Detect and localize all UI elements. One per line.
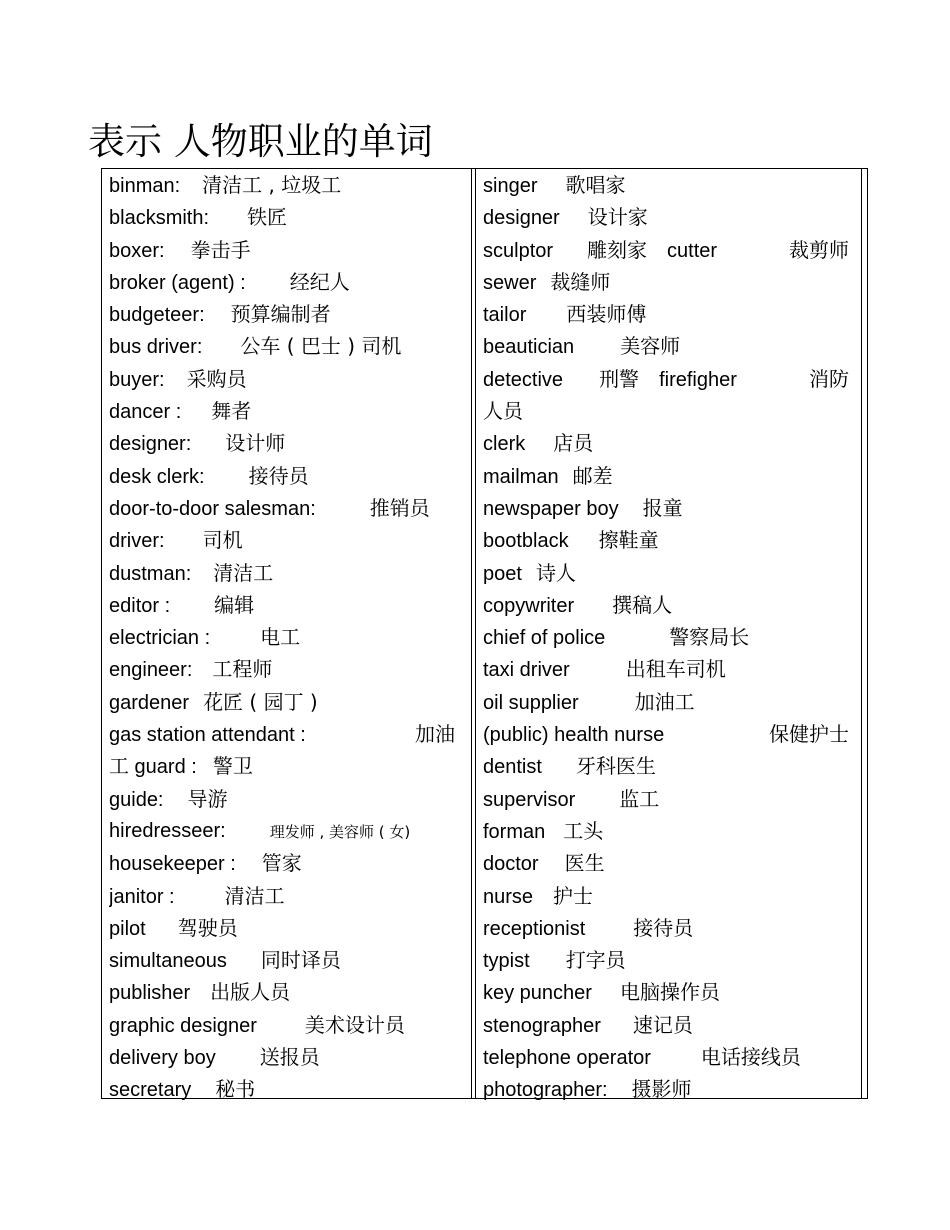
word-term: firefigher <box>659 368 737 391</box>
word-meaning: 秘书 <box>215 1077 256 1102</box>
word-meaning: 护士 <box>553 883 594 908</box>
word-meaning: 接待员 <box>633 915 694 940</box>
word-term: desk clerk: <box>109 465 205 488</box>
word-term: oil supplier <box>483 691 579 714</box>
word-meaning: 加油 <box>415 722 455 747</box>
word-meaning: 铁匠 <box>247 205 288 230</box>
word-entry <box>483 783 849 815</box>
word-entry <box>109 750 455 782</box>
word-meaning: 清洁工 , 垃圾工 <box>202 173 342 197</box>
word-entry <box>483 1009 849 1041</box>
word-term: tailor <box>483 304 527 327</box>
word-entry <box>483 169 849 201</box>
word-term: typist <box>483 950 530 973</box>
word-meaning: 美容师 <box>620 334 681 359</box>
word-entry <box>109 976 455 1008</box>
word-term: 工 guard : <box>109 756 197 779</box>
word-meaning: 拳击手 <box>190 237 251 262</box>
word-term: newspaper boy <box>483 497 619 520</box>
word-meaning: 店员 <box>553 431 594 456</box>
word-meaning: 驾驶员 <box>177 915 238 940</box>
word-entry <box>109 880 455 912</box>
word-entry <box>109 266 455 298</box>
word-meaning: 清洁工 <box>213 560 274 585</box>
word-entry <box>109 847 455 879</box>
column-divider <box>475 169 476 1098</box>
word-term: sewer <box>483 271 537 294</box>
word-term: detective <box>483 368 564 391</box>
word-entry <box>483 653 849 685</box>
word-meaning: 同时译员 <box>260 948 341 973</box>
word-term: sculptor <box>483 239 554 262</box>
word-entry <box>483 492 849 524</box>
word-entry <box>483 201 849 233</box>
word-meaning: 美术设计员 <box>304 1012 405 1037</box>
word-entry <box>109 427 455 459</box>
word-term: dustman: <box>109 562 192 585</box>
word-entry <box>483 330 849 362</box>
word-entry <box>483 234 849 266</box>
word-entry <box>483 363 849 395</box>
word-term: receptionist <box>483 917 586 940</box>
word-entry <box>483 815 849 847</box>
word-entry <box>109 815 455 847</box>
word-term: key puncher <box>483 982 592 1005</box>
word-term: mailman <box>483 465 559 488</box>
word-meaning: 理发师 , 美容师 ( 女) <box>269 822 411 841</box>
word-term: engineer: <box>109 659 193 682</box>
word-term: housekeeper : <box>109 853 236 876</box>
column-divider <box>861 169 862 1098</box>
word-term: graphic designer <box>109 1014 257 1037</box>
word-meaning: 诗人 <box>535 560 576 585</box>
word-entry <box>109 1041 455 1073</box>
word-entry <box>109 395 455 427</box>
word-term: gas station attendant : <box>109 724 306 747</box>
word-meaning: 牙科医生 <box>575 754 656 779</box>
word-term: forman <box>483 820 546 843</box>
word-entry <box>109 944 455 976</box>
word-term: boxer: <box>109 239 165 262</box>
word-meaning: 出租车司机 <box>625 657 726 682</box>
word-entry <box>483 524 849 556</box>
word-meaning: 摄影师 <box>631 1077 692 1102</box>
word-entry <box>483 686 849 718</box>
word-term: gardener <box>109 691 190 714</box>
word-term: dancer : <box>109 401 182 424</box>
word-meaning: 送报员 <box>259 1045 320 1070</box>
word-entry <box>109 557 455 589</box>
word-entry <box>483 847 849 879</box>
word-meaning: 监工 <box>619 786 660 811</box>
word-entry <box>483 976 849 1008</box>
word-meaning: 出版人员 <box>210 980 291 1005</box>
word-entry <box>109 492 455 524</box>
word-entry <box>109 330 455 362</box>
word-term: buyer: <box>109 368 165 391</box>
word-meaning: 采购员 <box>186 366 247 391</box>
word-entry <box>109 653 455 685</box>
word-meaning: 邮差 <box>572 463 613 488</box>
word-term: pilot <box>109 917 146 940</box>
word-meaning: 电话接线员 <box>700 1045 801 1070</box>
word-entry <box>109 169 455 201</box>
word-term: editor : <box>109 594 171 617</box>
word-entry <box>483 1041 849 1073</box>
word-term: bus driver: <box>109 336 203 359</box>
word-entry <box>109 686 455 718</box>
word-term: copywriter <box>483 594 575 617</box>
word-entry <box>483 750 849 782</box>
word-meaning: 保健护士 <box>769 722 849 747</box>
word-term: (public) health nurse <box>483 724 665 747</box>
word-meaning: 司机 <box>202 528 243 553</box>
word-meaning: 消防 <box>809 366 849 391</box>
right-word-list <box>483 169 849 1106</box>
word-entry <box>483 589 849 621</box>
word-entry <box>483 912 849 944</box>
word-meaning: 人员 <box>483 399 523 424</box>
vocabulary-table <box>101 168 868 1102</box>
word-term: broker (agent) : <box>109 271 246 294</box>
word-entry <box>109 912 455 944</box>
word-term: door-to-door salesman: <box>109 497 316 520</box>
word-term: taxi driver <box>483 659 570 682</box>
word-term: singer <box>483 175 538 197</box>
word-entry <box>483 880 849 912</box>
word-entry <box>483 460 849 492</box>
word-term: supervisor <box>483 788 576 811</box>
word-meaning: 电脑操作员 <box>619 980 720 1005</box>
word-term: electrician : <box>109 627 211 650</box>
word-meaning: 舞者 <box>211 399 252 424</box>
word-entry <box>109 298 455 330</box>
word-term: secretary <box>109 1079 192 1102</box>
word-meaning: 歌唱家 <box>565 173 626 197</box>
word-entry <box>109 589 455 621</box>
page-title: 表示 人物职业的单词 <box>88 120 433 163</box>
word-entry <box>109 460 455 492</box>
word-entry <box>109 363 455 395</box>
word-term: beautician <box>483 336 575 359</box>
word-entry <box>109 783 455 815</box>
word-entry <box>483 266 849 298</box>
word-meaning: 打字员 <box>565 948 626 973</box>
word-term: nurse <box>483 885 534 908</box>
word-meaning: 报童 <box>642 495 683 520</box>
word-meaning: 导游 <box>187 786 228 811</box>
word-meaning: 电工 <box>260 625 301 650</box>
word-meaning: 警卫 <box>212 754 253 779</box>
word-term: blacksmith: <box>109 207 210 230</box>
word-entry <box>483 298 849 330</box>
word-term: delivery boy <box>109 1047 216 1070</box>
word-entry <box>483 557 849 589</box>
word-entry <box>483 1073 849 1105</box>
word-meaning: 花匠 ( 园丁 ) <box>203 689 318 714</box>
word-meaning: 经纪人 <box>289 269 350 294</box>
word-entry <box>109 1073 455 1105</box>
word-meaning: 公车 ( 巴士 ) 司机 <box>240 334 402 359</box>
word-term: binman: <box>109 175 181 197</box>
word-term: bootblack <box>483 530 569 553</box>
word-entry <box>109 201 455 233</box>
word-meaning: 加油工 <box>634 689 695 714</box>
word-term: publisher <box>109 982 191 1005</box>
word-term: guide: <box>109 788 164 811</box>
word-term: designer: <box>109 433 192 456</box>
word-meaning: 雕刻家 <box>587 237 648 262</box>
word-term: janitor : <box>109 885 175 908</box>
word-meaning: 设计师 <box>225 431 286 456</box>
word-term: simultaneous <box>109 950 227 973</box>
word-meaning: 裁剪师 <box>789 237 849 262</box>
word-meaning: 擦鞋童 <box>598 528 659 553</box>
word-term: stenographer <box>483 1014 601 1037</box>
word-entry <box>483 621 849 653</box>
word-entry-continuation <box>483 395 849 427</box>
word-meaning: 管家 <box>261 851 302 876</box>
word-meaning: 推销员 <box>369 495 430 520</box>
word-term: photographer: <box>483 1079 608 1102</box>
word-meaning: 速记员 <box>632 1012 693 1037</box>
word-entry <box>109 621 455 653</box>
word-meaning: 刑警 <box>599 366 640 391</box>
word-term: dentist <box>483 756 542 779</box>
word-meaning: 西装师傅 <box>566 302 647 327</box>
word-meaning: 工程师 <box>212 657 273 682</box>
word-entry <box>109 1009 455 1041</box>
word-entry <box>483 427 849 459</box>
word-entry <box>109 524 455 556</box>
column-divider <box>471 169 472 1098</box>
word-term: chief of police <box>483 627 606 650</box>
word-term: poet <box>483 562 522 585</box>
word-entry <box>483 944 849 976</box>
word-entry <box>109 718 455 750</box>
word-meaning: 接待员 <box>248 463 309 488</box>
word-term: doctor <box>483 853 539 876</box>
word-meaning: 设计家 <box>587 205 648 230</box>
word-meaning: 预算编制者 <box>230 302 331 327</box>
word-meaning: 裁缝师 <box>550 269 611 294</box>
word-term: driver: <box>109 530 165 553</box>
word-term: designer <box>483 207 560 230</box>
left-word-list <box>109 169 455 1106</box>
word-entry <box>109 234 455 266</box>
word-meaning: 工头 <box>563 818 604 843</box>
word-meaning: 撰稿人 <box>612 592 673 617</box>
word-meaning: 清洁工 <box>224 883 285 908</box>
word-term: hiredresseer: <box>109 819 226 842</box>
word-meaning: 医生 <box>564 851 605 876</box>
word-term: budgeteer: <box>109 304 205 327</box>
word-entry <box>483 718 849 750</box>
word-term: clerk <box>483 433 526 456</box>
word-term: cutter <box>667 239 718 262</box>
word-term: telephone operator <box>483 1047 651 1070</box>
word-meaning: 编辑 <box>214 592 255 617</box>
word-meaning: 警察局长 <box>669 625 750 650</box>
